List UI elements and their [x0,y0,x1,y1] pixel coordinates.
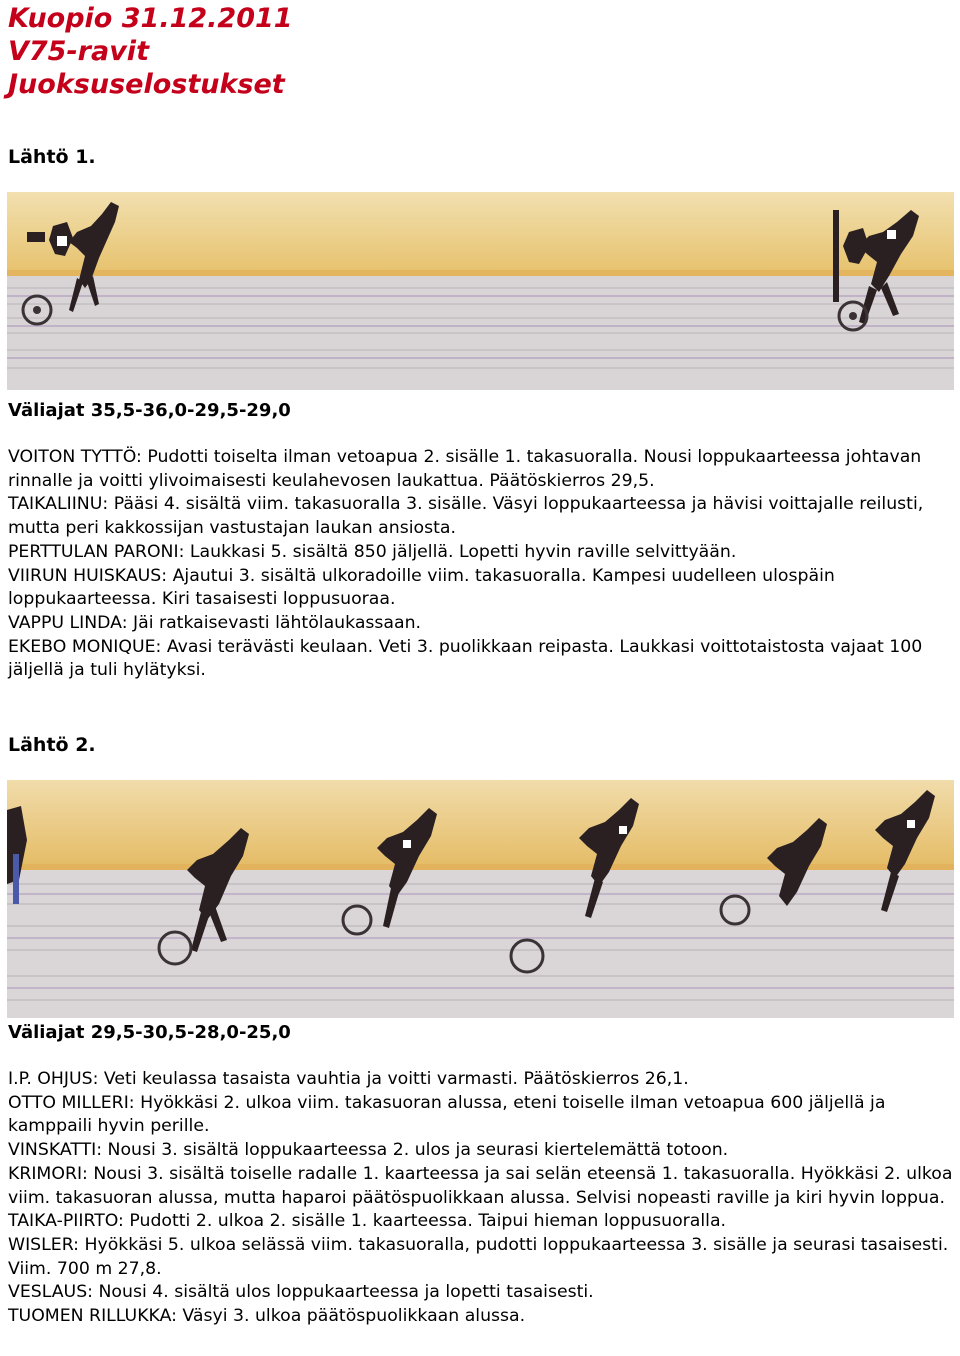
horse-comment: OTTO MILLERI: Hyökkäsi 2. ulkoa viim. takasuoran alussa, eteni toiselle ilman vetoapua 600 jäljellä ja kamppaili hyvin perille. [8,1092,886,1137]
title-line-event: V75-ravit [8,36,149,67]
race-2-finish-photo [7,780,954,1018]
race-2-report [8,1068,953,1329]
race-2-heading: Lähtö 2. [8,734,96,756]
horse-comment: PERTTULAN PARONI: Laukkasi 5. sisältä 850 jäljellä. Lopetti hyvin raville selvittyään. [8,541,737,562]
race-1-heading: Lähtö 1. [8,146,96,168]
horse-comment: VIIRUN HUISKAUS: Ajautui 3. sisältä ulkoradoille viim. takasuoralla. Kampesi uudelleen ulospäin loppukaarteessa. Kiri tasaisesti loppusuoraa. [8,565,835,610]
horse-comment: VINSKATTI: Nousi 3. sisältä loppukaarteessa 2. ulos ja seurasi kiertelemättä totoon. [8,1140,729,1161]
finish-photo-graphic [7,780,954,1018]
horse-comment: EKEBO MONIQUE: Avasi terävästi keulaan. Veti 3. puolikkaan reipasta. Laukkasi voittotaistosta vajaat 100 jäljellä ja tuli hylätyksi. [8,636,923,681]
title-line-doc-type: Juoksuselostukset [8,69,285,100]
horse-comment: VAPPU LINDA: Jäi ratkaisevasti lähtölaukassaan. [8,612,422,633]
horse-comment: TAIKALIINU: Pääsi 4. sisältä viim. takasuoralla 3. sisälle. Väsyi loppukaarteessa ja hävisi voittajalle reilusti, mutta peri kakkossijan vastustajan laukan ansiosta. [8,494,924,539]
horse-comment: TAIKA-PIIRTO: Pudotti 2. ulkoa 2. sisälle 1. kaarteessa. Taipui hieman loppusuoralla. [8,1211,727,1232]
race-1-report [8,446,953,683]
race-2-splits: Väliajat 29,5-30,5-28,0-25,0 [8,1022,291,1043]
horse-comment: I.P. OHJUS: Veti keulassa tasaista vauhtia ja voitti varmasti. Päätöskierros 26,1. [8,1069,689,1089]
title-line-venue-date: Kuopio 31.12.2011 [8,3,293,34]
race-1-finish-photo [7,192,954,390]
horse-comment: VESLAUS: Nousi 4. sisältä ulos loppukaarteessa ja lopetti tasaisesti. [8,1282,594,1303]
horse-comment: KRIMORI: Nousi 3. sisältä toiselle radalle 1. kaarteessa ja sai selän eteensä 1. takasuoralla. Hyökkäsi 2. ulkoa viim. takasuoran alussa, mutta haparoi päätöspuolikkaan alussa. Selvisi nopeasti raville ja kiri hyvin loppua. [8,1163,953,1208]
horse-comment: WISLER: Hyökkäsi 5. ulkoa selässä viim. takasuoralla, pudotti loppukaarteessa 3. sisälle ja seurasi tasaisesti. Viim. 700 m 27,8. [8,1234,949,1279]
horse-comment: VOITON TYTTÖ: Pudotti toiselta ilman vetoapua 2. sisälle 1. takasuoralla. Nousi loppukaarteessa johtavan rinnalle ja voitti ylivoimaisesti keulahevosen laukattua. Päätöskierros 29,5. [8,447,922,491]
race-1-splits: Väliajat 35,5-36,0-29,5-29,0 [8,400,291,421]
page-title [8,2,293,101]
horse-comment: TUOMEN RILLUKKA: Väsyi 3. ulkoa päätöspuolikkaan alussa. [8,1306,526,1327]
finish-photo-graphic [7,192,954,390]
